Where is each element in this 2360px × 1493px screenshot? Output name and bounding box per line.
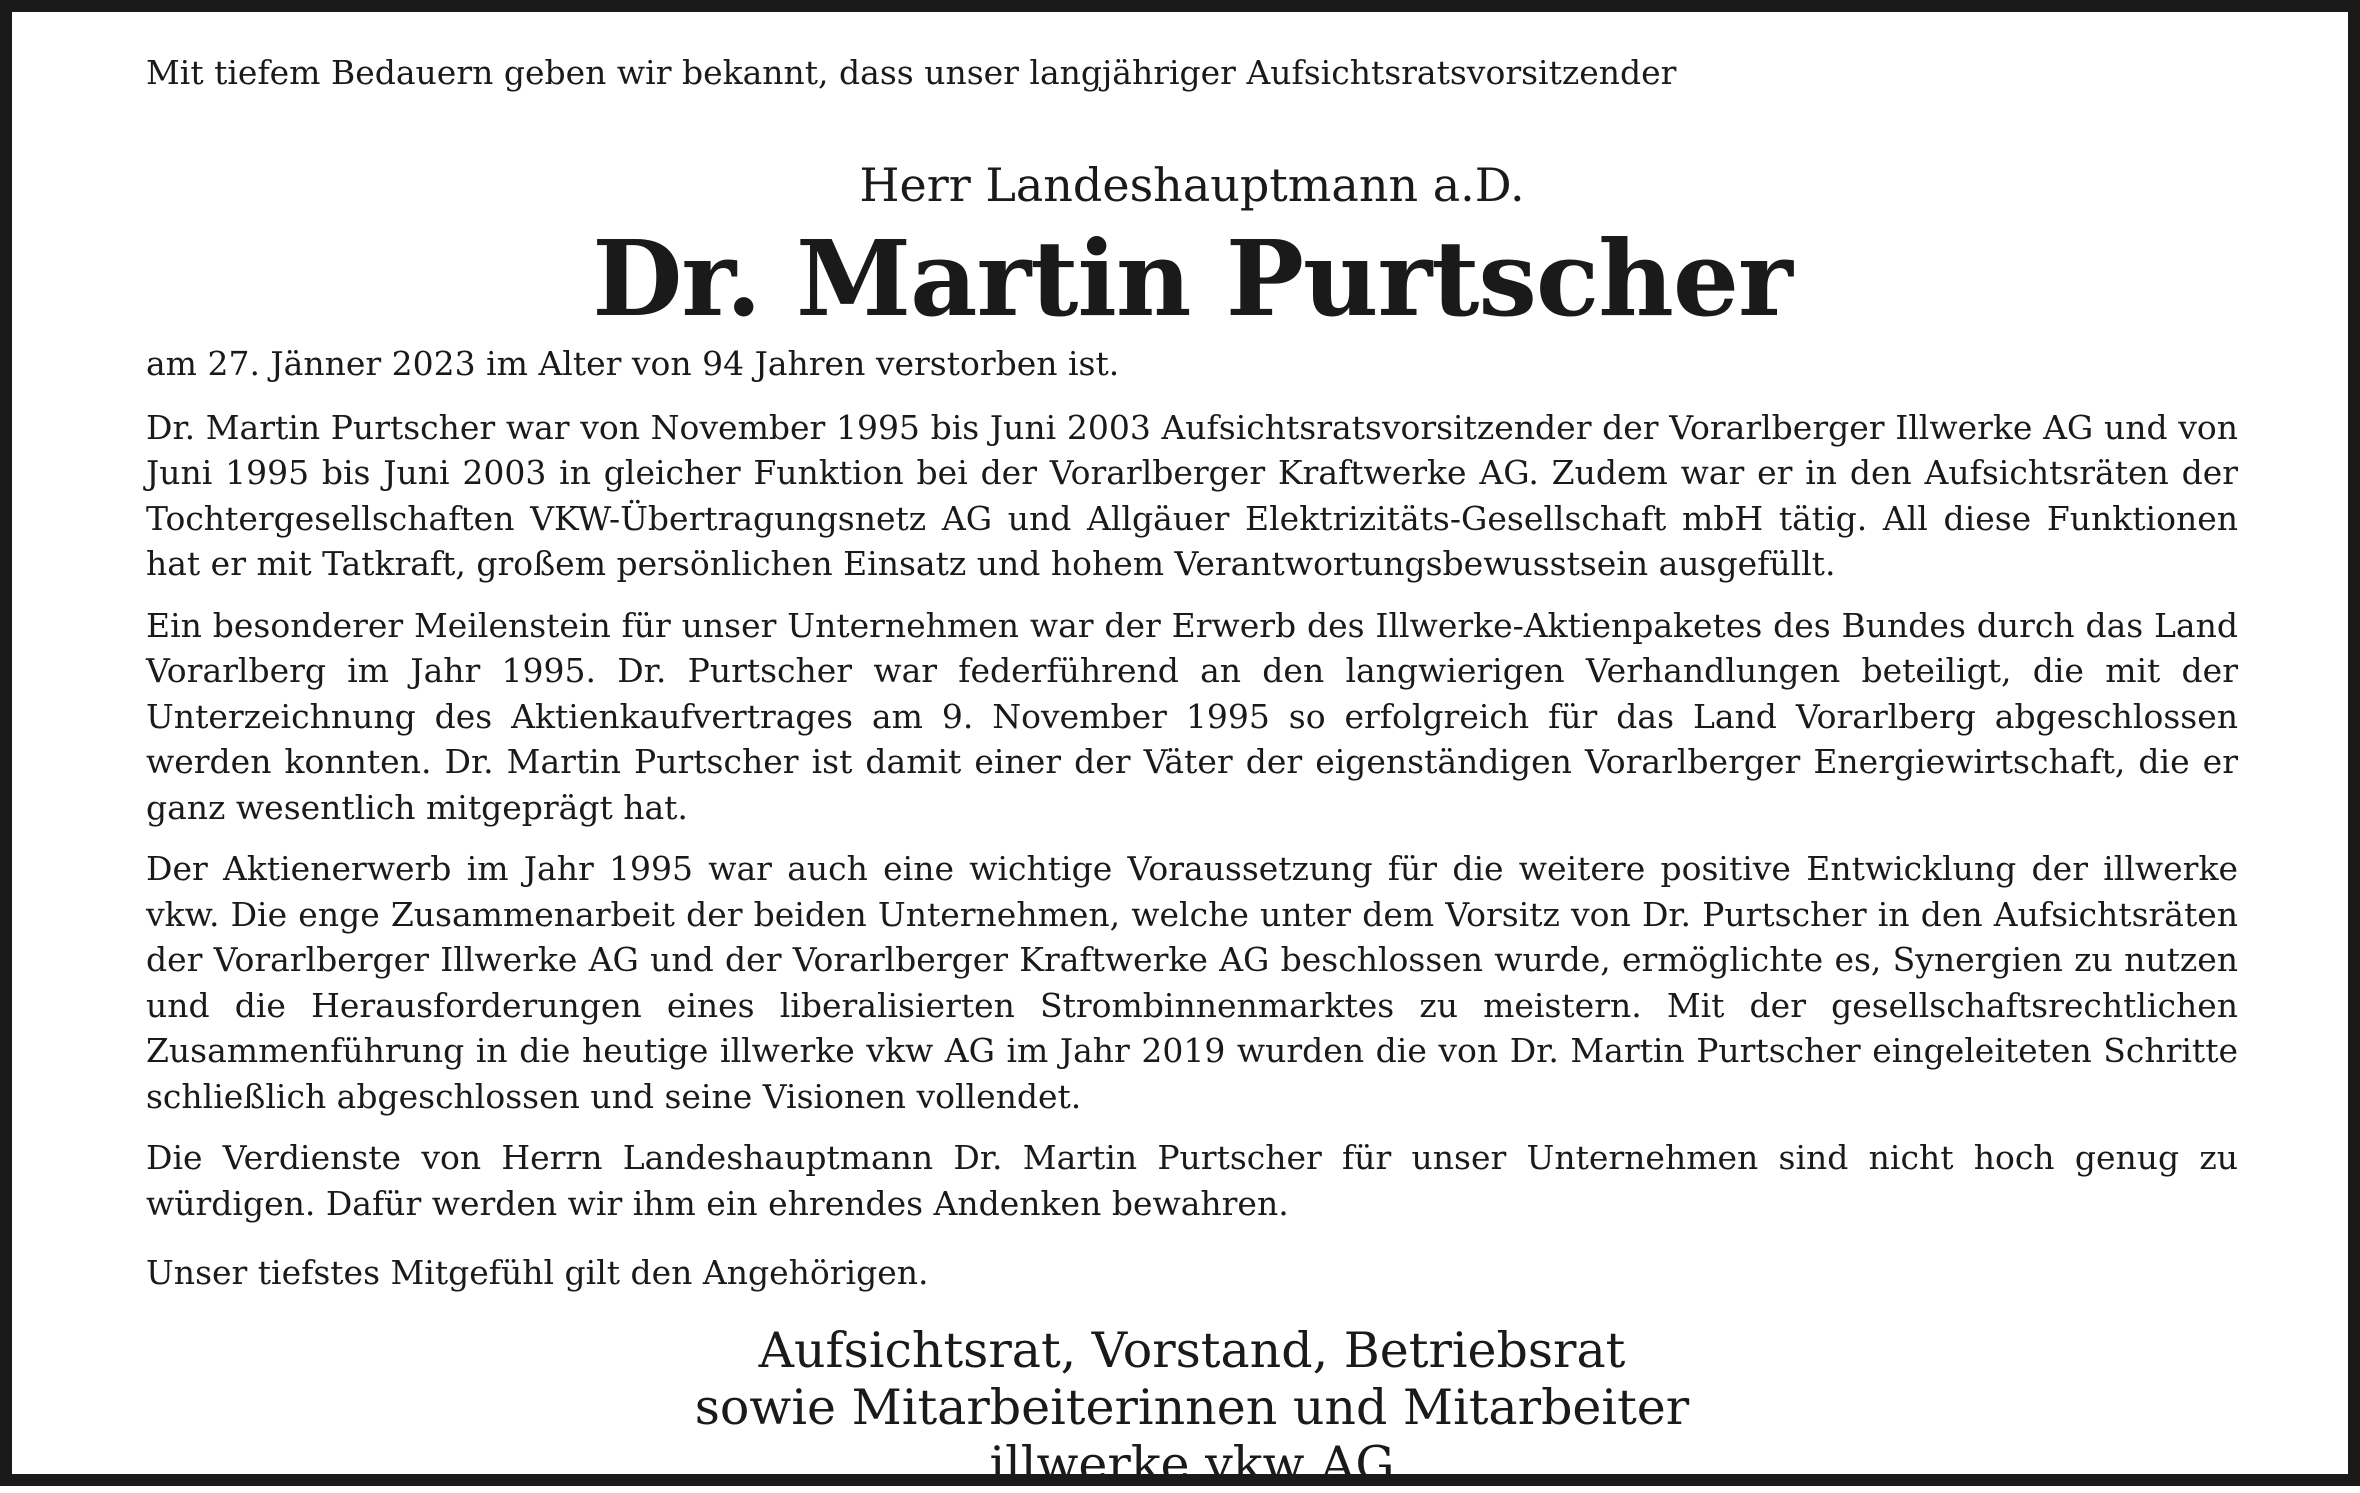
deceased-name: Dr. Martin Purtscher — [592, 217, 1792, 340]
paragraph-milestone: Ein besonderer Meilenstein für unser Unternehmen war der Erwerb des Illwerke-Aktienpaketes des Bundes durch das Land Vorarlberg im Jahr 1995. Dr. Purtscher war federführend an den langwierigen Verhandlungen beteiligt, die mit der Unterzeichnung des Aktienkaufvertrages am 9. November 1995 so erfolgreich für das Land Vorarlberg abgeschlossen werden konnten. Dr. Martin Purtscher ist damit einer der Väter der eigenständigen Vorarlberger Energiewirtschaft, die er ganz wesentlich mitgeprägt hat. — [146, 605, 2238, 827]
sympathy-line: Unser tiefstes Mitgefühl gilt den Angehörigen. — [146, 1253, 929, 1292]
signature-line-2: sowie Mitarbeiterinnen und Mitarbeiter — [694, 1378, 1690, 1436]
signature-block — [146, 1322, 2238, 1493]
signature-line-3: illwerke vkw AG — [989, 1435, 1395, 1493]
signature-line-1: Aufsichtsrat, Vorstand, Betriebsrat — [758, 1321, 1626, 1379]
paragraph-merits: Die Verdienste von Herrn Landeshauptmann Dr. Martin Purtscher für unser Unternehmen sind nicht hoch genug zu würdigen. Dafür werden wir ihm ein ehrendes Andenken bewahren. — [146, 1138, 2238, 1223]
death-notice-line: am 27. Jänner 2023 im Alter von 94 Jahren verstorben ist. — [146, 344, 1120, 383]
honorific-title: Herr Landeshauptmann a.D. — [859, 158, 1525, 212]
intro-text: Mit tiefem Bedauern geben wir bekannt, dass unser langjähriger Aufsichtsratsvorsitzender — [146, 53, 1677, 92]
obituary-body — [146, 341, 2238, 1296]
paragraph-career: Dr. Martin Purtscher war von November 1995 bis Juni 2003 Aufsichtsratsvorsitzender der Vorarlberger Illwerke AG und von Juni 1995 bis Juni 2003 in gleicher Funktion bei der Vorarlberger Kraftwerke AG. Zudem war er in den Aufsichtsräten der Tochtergesellschaften VKW-Übertragungsnetz AG und Allgäuer Elektrizitäts-Gesellschaft mbH tätig. All diese Funktionen hat er mit Tatkraft, großem persönlichen Einsatz und hohem Verantwortungsbewusstsein ausgefüllt. — [146, 407, 2238, 583]
paragraph-development: Der Aktienerwerb im Jahr 1995 war auch eine wichtige Voraussetzung für die weitere positive Entwicklung der illwerke vkw. Die enge Zusammenarbeit der beiden Unternehmen, welche unter dem Vorsitz von Dr. Purtscher in den Aufsichtsräten der Vorarlberger Illwerke AG und der Vorarlberger Kraftwerke AG beschlossen wurde, ermöglichte es, Synergien zu nutzen und die Herausforderungen eines liberalisierten Strombinnenmarktes zu meistern. Mit der gesellschaftsrechtlichen Zusammenführung in die heutige illwerke vkw AG im Jahr 2019 wurden die von Dr. Martin Purtscher eingeleiteten Schritte schließlich abgeschlossen und seine Visionen vollendet. — [146, 849, 2238, 1116]
obituary-content — [146, 50, 2238, 1493]
